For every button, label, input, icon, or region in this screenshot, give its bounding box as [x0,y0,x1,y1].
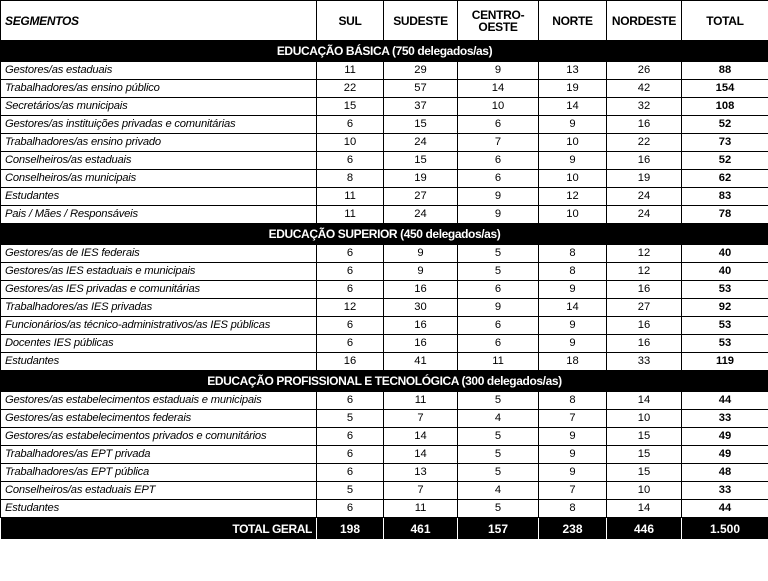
nordeste-cell: 10 [607,482,682,500]
table-row [1,335,768,353]
norte-cell: 19 [539,80,607,98]
sudeste-cell: 9 [384,245,458,263]
centro-oeste-cell: 5 [458,428,539,446]
centro-oeste-cell: 5 [458,500,539,518]
norte-cell: 10 [539,134,607,152]
sudeste-cell: 15 [384,116,458,134]
nordeste-cell: 42 [607,80,682,98]
norte-cell: 7 [539,410,607,428]
centro-oeste-cell: 5 [458,446,539,464]
segment-cell: Trabalhadores/as IES privadas [1,299,317,317]
sudeste-cell: 41 [384,353,458,371]
nordeste-cell: 24 [607,188,682,206]
sul-cell: 11 [317,188,384,206]
sudeste-cell: 14 [384,446,458,464]
segment-cell: Pais / Mães / Responsáveis [1,206,317,224]
sul-cell: 6 [317,500,384,518]
nordeste-cell: 12 [607,245,682,263]
table-row [1,353,768,371]
sudeste-cell: 14 [384,428,458,446]
sudeste-cell: 30 [384,299,458,317]
table-body [1,41,768,540]
sudeste-cell: 9 [384,263,458,281]
table-row [1,464,768,482]
nordeste-cell: 33 [607,353,682,371]
total-cell: 33 [682,482,768,500]
segment-cell: Trabalhadores/as ensino público [1,80,317,98]
norte-cell: 8 [539,392,607,410]
segment-cell: Trabalhadores/as ensino privado [1,134,317,152]
norte-cell: 9 [539,116,607,134]
header-row [1,1,768,41]
norte-cell: 10 [539,206,607,224]
sudeste-cell: 11 [384,500,458,518]
sul-cell: 6 [317,281,384,299]
table-row [1,500,768,518]
norte-cell: 9 [539,446,607,464]
table-row [1,446,768,464]
header-norte: NORTE [539,1,607,41]
total-cell: 108 [682,98,768,116]
sul-cell: 11 [317,62,384,80]
norte-cell: 14 [539,299,607,317]
table-row [1,281,768,299]
sudeste-cell: 11 [384,392,458,410]
total-cell: 49 [682,428,768,446]
nordeste-cell: 16 [607,281,682,299]
nordeste-cell: 14 [607,392,682,410]
sul-cell: 6 [317,317,384,335]
sul-cell: 5 [317,482,384,500]
segment-cell: Conselheiros/as estaduais [1,152,317,170]
total-cell: 33 [682,410,768,428]
table-row [1,62,768,80]
grand-total-label: TOTAL GERAL [1,518,317,540]
grand-total-centro-oeste: 157 [458,518,539,540]
centro-oeste-cell: 10 [458,98,539,116]
centro-oeste-cell: 9 [458,206,539,224]
centro-oeste-cell: 6 [458,152,539,170]
norte-cell: 9 [539,464,607,482]
table-row [1,116,768,134]
centro-oeste-cell: 9 [458,188,539,206]
nordeste-cell: 19 [607,170,682,188]
sul-cell: 6 [317,263,384,281]
norte-cell: 14 [539,98,607,116]
segment-cell: Estudantes [1,353,317,371]
header-sudeste: SUDESTE [384,1,458,41]
sudeste-cell: 16 [384,335,458,353]
header-sul: SUL [317,1,384,41]
centro-oeste-cell: 4 [458,410,539,428]
sul-cell: 6 [317,392,384,410]
sudeste-cell: 27 [384,188,458,206]
norte-cell: 18 [539,353,607,371]
sudeste-cell: 13 [384,464,458,482]
centro-oeste-cell: 11 [458,353,539,371]
nordeste-cell: 16 [607,335,682,353]
sudeste-cell: 16 [384,317,458,335]
total-cell: 44 [682,392,768,410]
total-cell: 48 [682,464,768,482]
grand-total-sudeste: 461 [384,518,458,540]
table-row [1,98,768,116]
total-cell: 53 [682,281,768,299]
section-title: EDUCAÇÃO PROFISSIONAL E TECNOLÓGICA (300 delegados/as) [1,371,768,392]
sul-cell: 6 [317,116,384,134]
total-cell: 52 [682,152,768,170]
grand-total-sul: 198 [317,518,384,540]
norte-cell: 9 [539,428,607,446]
table-row [1,410,768,428]
section-title: EDUCAÇÃO BÁSICA (750 delegados/as) [1,41,768,62]
centro-oeste-cell: 7 [458,134,539,152]
table-row [1,263,768,281]
centro-oeste-cell: 9 [458,299,539,317]
grand-total-row [1,518,768,540]
nordeste-cell: 26 [607,62,682,80]
sudeste-cell: 16 [384,281,458,299]
nordeste-cell: 16 [607,317,682,335]
sul-cell: 5 [317,410,384,428]
centro-oeste-cell: 14 [458,80,539,98]
nordeste-cell: 10 [607,410,682,428]
sul-cell: 6 [317,152,384,170]
segment-cell: Estudantes [1,188,317,206]
table-row [1,170,768,188]
nordeste-cell: 15 [607,428,682,446]
table-row [1,392,768,410]
segment-cell: Secretários/as municipais [1,98,317,116]
total-cell: 92 [682,299,768,317]
sudeste-cell: 7 [384,410,458,428]
table-row [1,152,768,170]
sudeste-cell: 7 [384,482,458,500]
total-cell: 88 [682,62,768,80]
norte-cell: 12 [539,188,607,206]
total-cell: 40 [682,263,768,281]
centro-oeste-cell: 9 [458,62,539,80]
sudeste-cell: 15 [384,152,458,170]
centro-oeste-cell: 6 [458,281,539,299]
header-centro-oeste-line1: CENTRO- [471,7,525,22]
nordeste-cell: 15 [607,446,682,464]
sul-cell: 6 [317,464,384,482]
nordeste-cell: 12 [607,263,682,281]
sul-cell: 6 [317,446,384,464]
norte-cell: 8 [539,500,607,518]
table-row [1,80,768,98]
total-cell: 40 [682,245,768,263]
sudeste-cell: 37 [384,98,458,116]
table-row [1,428,768,446]
header-total: TOTAL [682,1,768,41]
nordeste-cell: 16 [607,152,682,170]
sul-cell: 16 [317,353,384,371]
sul-cell: 10 [317,134,384,152]
sul-cell: 6 [317,245,384,263]
centro-oeste-cell: 6 [458,335,539,353]
total-cell: 52 [682,116,768,134]
segment-cell: Trabalhadores/as EPT pública [1,464,317,482]
table-row [1,134,768,152]
table-row [1,245,768,263]
header-nordeste: NORDESTE [607,1,682,41]
total-cell: 49 [682,446,768,464]
section-header-row [1,41,768,62]
sul-cell: 22 [317,80,384,98]
nordeste-cell: 16 [607,116,682,134]
segment-cell: Gestores/as IES estaduais e municipais [1,263,317,281]
norte-cell: 9 [539,335,607,353]
norte-cell: 8 [539,263,607,281]
sul-cell: 15 [317,98,384,116]
sul-cell: 11 [317,206,384,224]
centro-oeste-cell: 6 [458,317,539,335]
segment-cell: Trabalhadores/as EPT privada [1,446,317,464]
norte-cell: 9 [539,152,607,170]
sudeste-cell: 24 [384,134,458,152]
nordeste-cell: 15 [607,464,682,482]
centro-oeste-cell: 5 [458,464,539,482]
section-header-row [1,224,768,245]
total-cell: 44 [682,500,768,518]
segment-cell: Estudantes [1,500,317,518]
norte-cell: 13 [539,62,607,80]
centro-oeste-cell: 5 [458,245,539,263]
sul-cell: 6 [317,335,384,353]
grand-total-total: 1.500 [682,518,768,540]
table-row [1,482,768,500]
sudeste-cell: 24 [384,206,458,224]
header-centro-oeste [458,1,539,41]
nordeste-cell: 32 [607,98,682,116]
section-title: EDUCAÇÃO SUPERIOR (450 delegados/as) [1,224,768,245]
centro-oeste-cell: 6 [458,170,539,188]
total-cell: 62 [682,170,768,188]
table-row [1,206,768,224]
nordeste-cell: 14 [607,500,682,518]
segment-cell: Gestores/as estaduais [1,62,317,80]
segment-cell: Gestores/as instituições privadas e comunitárias [1,116,317,134]
section-header-row [1,371,768,392]
sul-cell: 6 [317,428,384,446]
grand-total-nordeste: 446 [607,518,682,540]
norte-cell: 9 [539,317,607,335]
total-cell: 53 [682,335,768,353]
centro-oeste-cell: 4 [458,482,539,500]
segment-cell: Gestores/as estabelecimentos federais [1,410,317,428]
total-cell: 83 [682,188,768,206]
header-centro-oeste-line2: OESTE [478,19,518,34]
total-cell: 53 [682,317,768,335]
norte-cell: 7 [539,482,607,500]
table-row [1,299,768,317]
norte-cell: 8 [539,245,607,263]
segment-cell: Conselheiros/as municipais [1,170,317,188]
sul-cell: 12 [317,299,384,317]
norte-cell: 9 [539,281,607,299]
table-row [1,188,768,206]
sudeste-cell: 29 [384,62,458,80]
segment-cell: Docentes IES públicas [1,335,317,353]
table-row [1,317,768,335]
nordeste-cell: 22 [607,134,682,152]
segment-cell: Gestores/as estabelecimentos privados e comunitários [1,428,317,446]
segment-cell: Gestores/as de IES federais [1,245,317,263]
sudeste-cell: 57 [384,80,458,98]
segment-cell: Funcionários/as técnico-administrativos/as IES públicas [1,317,317,335]
total-cell: 73 [682,134,768,152]
nordeste-cell: 27 [607,299,682,317]
centro-oeste-cell: 6 [458,116,539,134]
sudeste-cell: 19 [384,170,458,188]
segment-cell: Conselheiros/as estaduais EPT [1,482,317,500]
centro-oeste-cell: 5 [458,392,539,410]
header-segmentos: SEGMENTOS [1,1,317,41]
sul-cell: 8 [317,170,384,188]
total-cell: 119 [682,353,768,371]
nordeste-cell: 24 [607,206,682,224]
norte-cell: 10 [539,170,607,188]
grand-total-norte: 238 [539,518,607,540]
centro-oeste-cell: 5 [458,263,539,281]
total-cell: 78 [682,206,768,224]
segment-cell: Gestores/as IES privadas e comunitárias [1,281,317,299]
segment-cell: Gestores/as estabelecimentos estaduais e municipais [1,392,317,410]
total-cell: 154 [682,80,768,98]
